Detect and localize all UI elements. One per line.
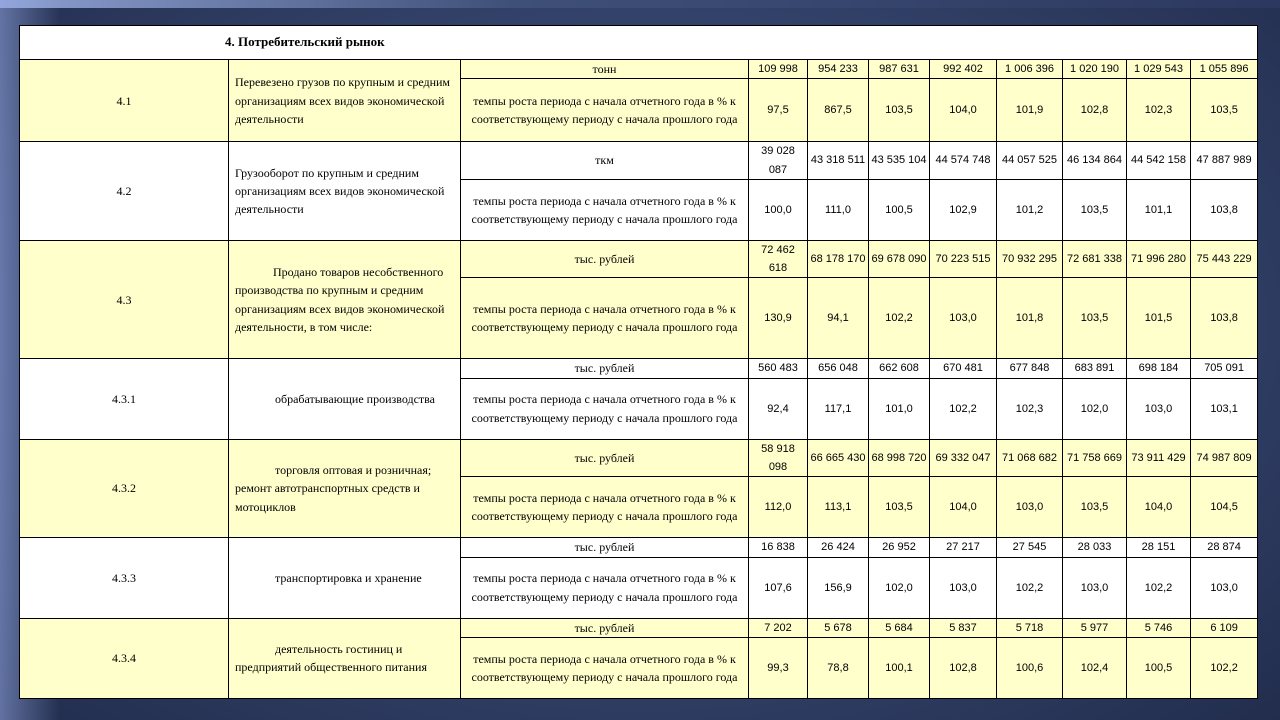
table-row <box>20 439 1258 477</box>
value-cell: 7 202 <box>749 618 808 637</box>
rate-cell: 107,6 <box>749 557 808 618</box>
value-cell: 656 048 <box>808 359 869 378</box>
table-row <box>20 359 1258 378</box>
value-cell: 28 151 <box>1127 538 1191 557</box>
rate-cell: 102,2 <box>997 557 1063 618</box>
value-cell: 954 233 <box>808 60 869 79</box>
value-cell: 677 848 <box>997 359 1063 378</box>
row-unit: тыс. рублей <box>461 240 749 278</box>
row-name: торговля оптовая и розничная; ремонт автотранспортных средств и мотоциклов <box>229 439 461 538</box>
value-cell: 71 758 669 <box>1063 439 1127 477</box>
rate-cell: 102,8 <box>1063 79 1127 142</box>
value-cell: 1 006 396 <box>997 60 1063 79</box>
value-cell: 27 545 <box>997 538 1063 557</box>
rate-label: темпы роста периода с начала отчетного года в % к соответствующему периоду с начала прошлого года <box>461 557 749 618</box>
rate-cell: 117,1 <box>808 378 869 439</box>
table-row <box>20 240 1258 278</box>
rate-cell: 103,5 <box>1063 278 1127 359</box>
value-cell: 70 932 295 <box>997 240 1063 278</box>
rate-cell: 100,5 <box>1127 637 1191 698</box>
rate-cell: 104,0 <box>930 79 997 142</box>
value-cell: 109 998 <box>749 60 808 79</box>
table-row <box>20 538 1258 557</box>
rate-cell: 103,5 <box>1063 179 1127 240</box>
value-cell: 75 443 229 <box>1191 240 1258 278</box>
row-name: обрабатывающие производства <box>229 359 461 439</box>
value-cell: 66 665 430 <box>808 439 869 477</box>
rate-cell: 104,0 <box>930 477 997 538</box>
value-cell: 5 837 <box>930 618 997 637</box>
table-row <box>20 142 1258 180</box>
rate-cell: 102,3 <box>997 378 1063 439</box>
value-cell: 16 838 <box>749 538 808 557</box>
rate-cell: 100,0 <box>749 179 808 240</box>
rate-cell: 102,9 <box>930 179 997 240</box>
rate-cell: 102,2 <box>1191 637 1258 698</box>
row-name: Продано товаров несобственного производства по крупным и средним организациям всех видов экономической деятельности, в том числе: <box>229 240 461 359</box>
rate-label: темпы роста периода с начала отчетного года в % к соответствующему периоду с начала прошлого года <box>461 79 749 142</box>
row-code: 4.3.3 <box>20 538 229 618</box>
row-name: деятельность гостиниц и предприятий общественного питания <box>229 618 461 698</box>
value-cell: 27 217 <box>930 538 997 557</box>
value-cell: 39 028 087 <box>749 142 808 180</box>
value-cell: 44 057 525 <box>997 142 1063 180</box>
row-code: 4.3.2 <box>20 439 229 538</box>
value-cell: 69 678 090 <box>869 240 930 278</box>
value-cell: 68 998 720 <box>869 439 930 477</box>
rate-cell: 97,5 <box>749 79 808 142</box>
row-code: 4.3.1 <box>20 359 229 439</box>
rate-cell: 94,1 <box>808 278 869 359</box>
row-code: 4.3.4 <box>20 618 229 698</box>
value-cell: 43 535 104 <box>869 142 930 180</box>
value-cell: 6 109 <box>1191 618 1258 637</box>
value-cell: 5 746 <box>1127 618 1191 637</box>
rate-cell: 101,2 <box>997 179 1063 240</box>
row-unit: ткм <box>461 142 749 180</box>
value-cell: 683 891 <box>1063 359 1127 378</box>
top-accent-bar <box>0 0 1280 8</box>
rate-cell: 92,4 <box>749 378 808 439</box>
rate-cell: 102,4 <box>1063 637 1127 698</box>
value-cell: 560 483 <box>749 359 808 378</box>
rate-cell: 113,1 <box>808 477 869 538</box>
row-code: 4.2 <box>20 142 229 241</box>
row-unit: тыс. рублей <box>461 439 749 477</box>
row-name: транспортировка и хранение <box>229 538 461 618</box>
value-cell: 71 068 682 <box>997 439 1063 477</box>
rate-cell: 102,3 <box>1127 79 1191 142</box>
rate-cell: 103,0 <box>997 477 1063 538</box>
consumer-market-table <box>19 25 1258 699</box>
row-unit: тыс. рублей <box>461 359 749 378</box>
value-cell: 705 091 <box>1191 359 1258 378</box>
data-table-container <box>19 25 1257 699</box>
table-row <box>20 60 1258 79</box>
rate-cell: 130,9 <box>749 278 808 359</box>
value-cell: 1 020 190 <box>1063 60 1127 79</box>
rate-cell: 99,3 <box>749 637 808 698</box>
value-cell: 71 996 280 <box>1127 240 1191 278</box>
rate-cell: 103,0 <box>1191 557 1258 618</box>
value-cell: 44 542 158 <box>1127 142 1191 180</box>
rate-label: темпы роста периода с начала отчетного года в % к соответствующему периоду с начала прошлого года <box>461 278 749 359</box>
rate-label: темпы роста периода с начала отчетного года в % к соответствующему периоду с начала прошлого года <box>461 477 749 538</box>
value-cell: 5 718 <box>997 618 1063 637</box>
rate-cell: 102,0 <box>1063 378 1127 439</box>
value-cell: 662 608 <box>869 359 930 378</box>
rate-cell: 103,0 <box>930 557 997 618</box>
rate-cell: 156,9 <box>808 557 869 618</box>
value-cell: 73 911 429 <box>1127 439 1191 477</box>
rate-label: темпы роста периода с начала отчетного года в % к соответствующему периоду с начала прошлого года <box>461 378 749 439</box>
rate-cell: 103,8 <box>1191 179 1258 240</box>
value-cell: 68 178 170 <box>808 240 869 278</box>
value-cell: 992 402 <box>930 60 997 79</box>
value-cell: 987 631 <box>869 60 930 79</box>
value-cell: 5 678 <box>808 618 869 637</box>
row-name: Грузооборот по крупным и средним организациям всех видов экономической деятельности <box>229 142 461 241</box>
row-name: Перевезено грузов по крупным и средним организациям всех видов экономической деятельности <box>229 60 461 142</box>
rate-cell: 102,2 <box>1127 557 1191 618</box>
value-cell: 26 424 <box>808 538 869 557</box>
value-cell: 72 681 338 <box>1063 240 1127 278</box>
rate-cell: 102,0 <box>869 557 930 618</box>
value-cell: 44 574 748 <box>930 142 997 180</box>
rate-cell: 101,9 <box>997 79 1063 142</box>
rate-cell: 100,6 <box>997 637 1063 698</box>
value-cell: 43 318 511 <box>808 142 869 180</box>
row-code: 4.3 <box>20 240 229 359</box>
rate-cell: 102,2 <box>930 378 997 439</box>
value-cell: 5 977 <box>1063 618 1127 637</box>
rate-cell: 102,2 <box>869 278 930 359</box>
value-cell: 47 887 989 <box>1191 142 1258 180</box>
row-unit: тонн <box>461 60 749 79</box>
value-cell: 69 332 047 <box>930 439 997 477</box>
rate-cell: 103,8 <box>1191 278 1258 359</box>
value-cell: 70 223 515 <box>930 240 997 278</box>
rate-cell: 101,8 <box>997 278 1063 359</box>
value-cell: 1 055 896 <box>1191 60 1258 79</box>
value-cell: 1 029 543 <box>1127 60 1191 79</box>
rate-cell: 103,5 <box>869 477 930 538</box>
value-cell: 26 952 <box>869 538 930 557</box>
rate-cell: 103,5 <box>1191 79 1258 142</box>
rate-cell: 103,0 <box>930 278 997 359</box>
rate-cell: 100,1 <box>869 637 930 698</box>
rate-cell: 103,0 <box>1063 557 1127 618</box>
rate-cell: 104,0 <box>1127 477 1191 538</box>
rate-cell: 103,5 <box>869 79 930 142</box>
rate-label: темпы роста периода с начала отчетного года в % к соответствующему периоду с начала прошлого года <box>461 179 749 240</box>
rate-cell: 103,1 <box>1191 378 1258 439</box>
row-unit: тыс. рублей <box>461 618 749 637</box>
table-row <box>20 618 1258 637</box>
value-cell: 5 684 <box>869 618 930 637</box>
rate-cell: 867,5 <box>808 79 869 142</box>
row-unit: тыс. рублей <box>461 538 749 557</box>
rate-cell: 101,0 <box>869 378 930 439</box>
row-code: 4.1 <box>20 60 229 142</box>
rate-cell: 103,0 <box>1127 378 1191 439</box>
value-cell: 46 134 864 <box>1063 142 1127 180</box>
rate-cell: 101,1 <box>1127 179 1191 240</box>
rate-cell: 101,5 <box>1127 278 1191 359</box>
rate-cell: 100,5 <box>869 179 930 240</box>
rate-cell: 102,8 <box>930 637 997 698</box>
value-cell: 698 184 <box>1127 359 1191 378</box>
rate-cell: 104,5 <box>1191 477 1258 538</box>
value-cell: 28 033 <box>1063 538 1127 557</box>
table-title: 4. Потребительский рынок <box>20 26 1258 60</box>
value-cell: 58 918 098 <box>749 439 808 477</box>
value-cell: 72 462 618 <box>749 240 808 278</box>
rate-cell: 78,8 <box>808 637 869 698</box>
value-cell: 670 481 <box>930 359 997 378</box>
value-cell: 74 987 809 <box>1191 439 1258 477</box>
rate-cell: 103,5 <box>1063 477 1127 538</box>
rate-cell: 111,0 <box>808 179 869 240</box>
value-cell: 28 874 <box>1191 538 1258 557</box>
rate-label: темпы роста периода с начала отчетного года в % к соответствующему периоду с начала прошлого года <box>461 637 749 698</box>
rate-cell: 112,0 <box>749 477 808 538</box>
